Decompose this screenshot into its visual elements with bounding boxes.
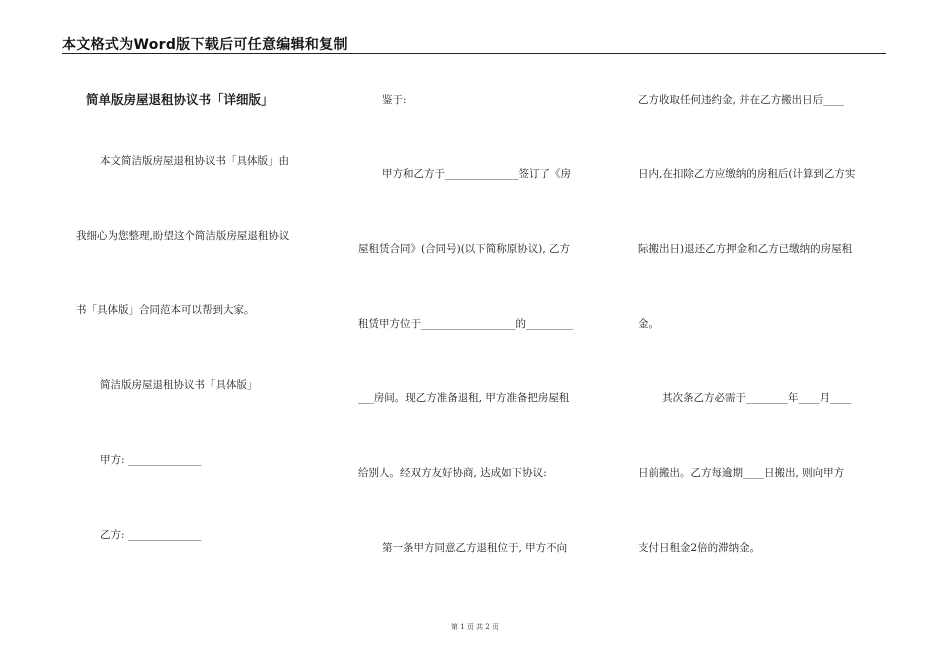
text-line: 第一条甲方同意乙方退租位于, 甲方不向 xyxy=(382,542,568,554)
text-line: 支付日租金2倍的滞纳金。 xyxy=(638,542,761,554)
text-line: 我细心为您整理,盼望这个简洁版房屋退租协议 xyxy=(76,230,290,242)
text-line: 际搬出日)退还乙方押金和乙方已缴纳的房屋租 xyxy=(638,243,853,255)
text-line: 其次条乙方必需于________年____月____ xyxy=(662,392,851,404)
text-line: 日内,在扣除乙方应缴纳的房租后(计算到乙方实 xyxy=(638,168,856,180)
page-number-footer: 第 1 页 共 2 页 xyxy=(450,623,500,631)
text-line: 金。 xyxy=(638,318,659,330)
text-line: 日前搬出。乙方每逾期____日搬出, 则向甲方 xyxy=(638,467,845,479)
text-line: 屋租赁合同》(合同号)(以下简称原协议), 乙方 xyxy=(358,243,571,255)
text-line: 给别人。经双方友好协商, 达成如下协议: xyxy=(358,467,547,479)
header-divider xyxy=(62,53,886,54)
document-header-banner: 本文格式为Word版下载后可任意编辑和复制 xyxy=(62,37,348,53)
party-b-line: 乙方: ______________ xyxy=(100,529,202,541)
document-title: 简单版房屋退租协议书「详细版」 xyxy=(86,92,274,107)
party-a-line: 甲方: ______________ xyxy=(100,454,202,466)
text-line: 租赁甲方位于__________________的_________ xyxy=(358,318,574,330)
text-line: 乙方收取任何违约金, 并在乙方搬出日后____ xyxy=(638,94,845,106)
text-line: 书「具体版」合同范本可以帮到大家。 xyxy=(76,304,255,316)
text-line: 本文简洁版房屋退租协议书「具体版」由 xyxy=(100,155,289,167)
subtitle-line: 简洁版房屋退租协议书「具体版」 xyxy=(100,379,258,391)
text-line: 鉴于: xyxy=(382,94,407,106)
text-line: ___房间。现乙方准备退租, 甲方准备把房屋租 xyxy=(358,392,570,404)
text-line: 甲方和乙方于______________签订了《房 xyxy=(382,168,571,180)
